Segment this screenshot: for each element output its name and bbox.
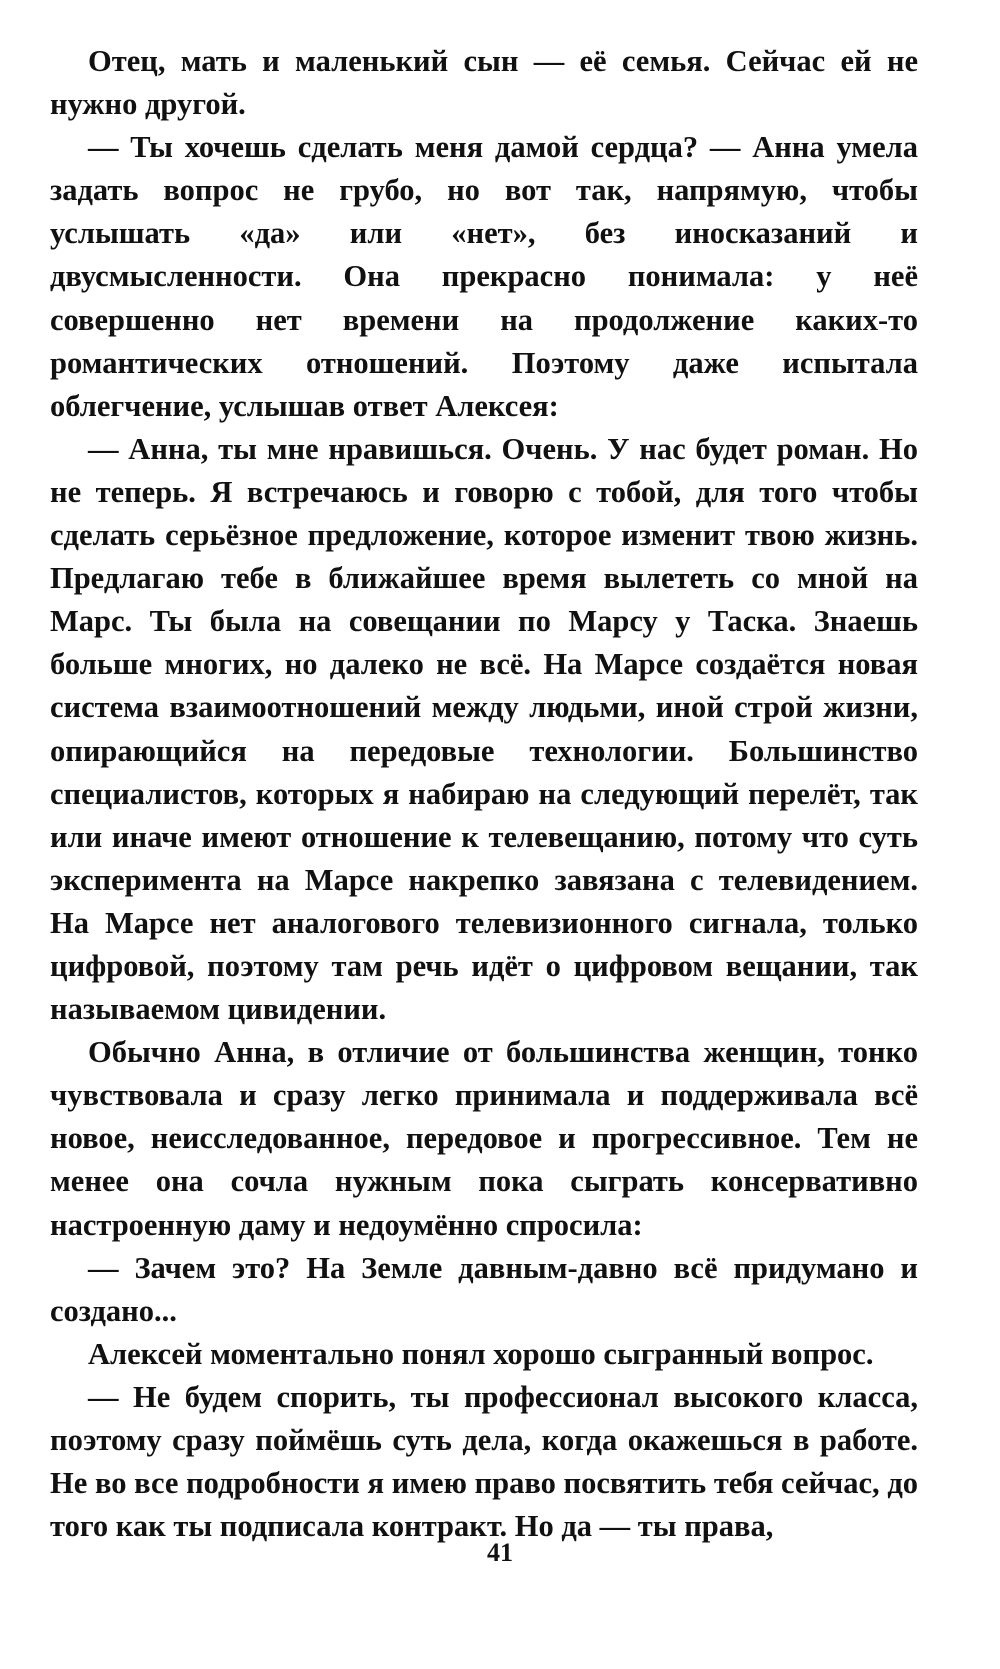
paragraph: — Не будем спорить, ты профессионал высокого класса, поэтому сразу поймёшь суть дела, когда окажешься в работе. Не во все подробности я имею право посвятить тебя сейчас, до того как ты подписала контракт. Но да — ты права,: [50, 1379, 918, 1544]
paragraph: Отец, мать и маленький сын — её семья. Сейчас ей не нужно другой.: [50, 44, 918, 122]
paragraph: Обычно Анна, в отличие от большинства женщин, тонко чувствовала и сразу легко принимала и поддерживала всё новое, неисследованное, передовое и прогрессивное. Тем не менее она сочла нужным пока сыграть консервативно настроенную даму и недоумённо спросила:: [50, 1035, 918, 1242]
paragraph: — Ты хочешь сделать меня дамой сердца? — Анна умела задать вопрос не грубо, но вот так, напрямую, чтобы услышать «да» или «нет», без иносказаний и двусмысленности. Она прекрасно понимала: у неё совершенно нет времени на продолжение каких-то романтических отношений. Поэтому даже испытала облегчение, услышав ответ Алексея:: [50, 130, 918, 423]
paragraph: Алексей моментально понял хорошо сыгранный вопрос.: [88, 1336, 874, 1371]
paragraph: — Анна, ты мне нравишься. Очень. У нас будет роман. Но не теперь. Я встречаюсь и говорю с тобой, для того чтобы сделать серьёзное предложение, которое изменит твою жизнь. Предлагаю тебе в ближайшее время вылететь со мной на Марс. Ты была на совещании по Марсу у Таска. Знаешь больше многих, но далеко не всё. На Марсе создаётся новая система взаимоотношений между людьми, иной строй жизни, опирающийся на передовые технологии. Большинство специалистов, которых я набираю на следующий перелёт, так или иначе имеют отношение к телевещанию, потому что суть эксперимента на Марсе накрепко завязана с телевидением. На Марсе нет аналогового телевизионного сигнала, только цифровой, поэтому там речь идёт о цифровом вещании, так называемом цивидении.: [50, 431, 918, 1027]
body-text: [50, 40, 918, 1548]
page-number: 41: [487, 1538, 513, 1567]
paragraph: — Зачем это? На Земле давным-давно всё придумано и создано...: [50, 1250, 918, 1328]
